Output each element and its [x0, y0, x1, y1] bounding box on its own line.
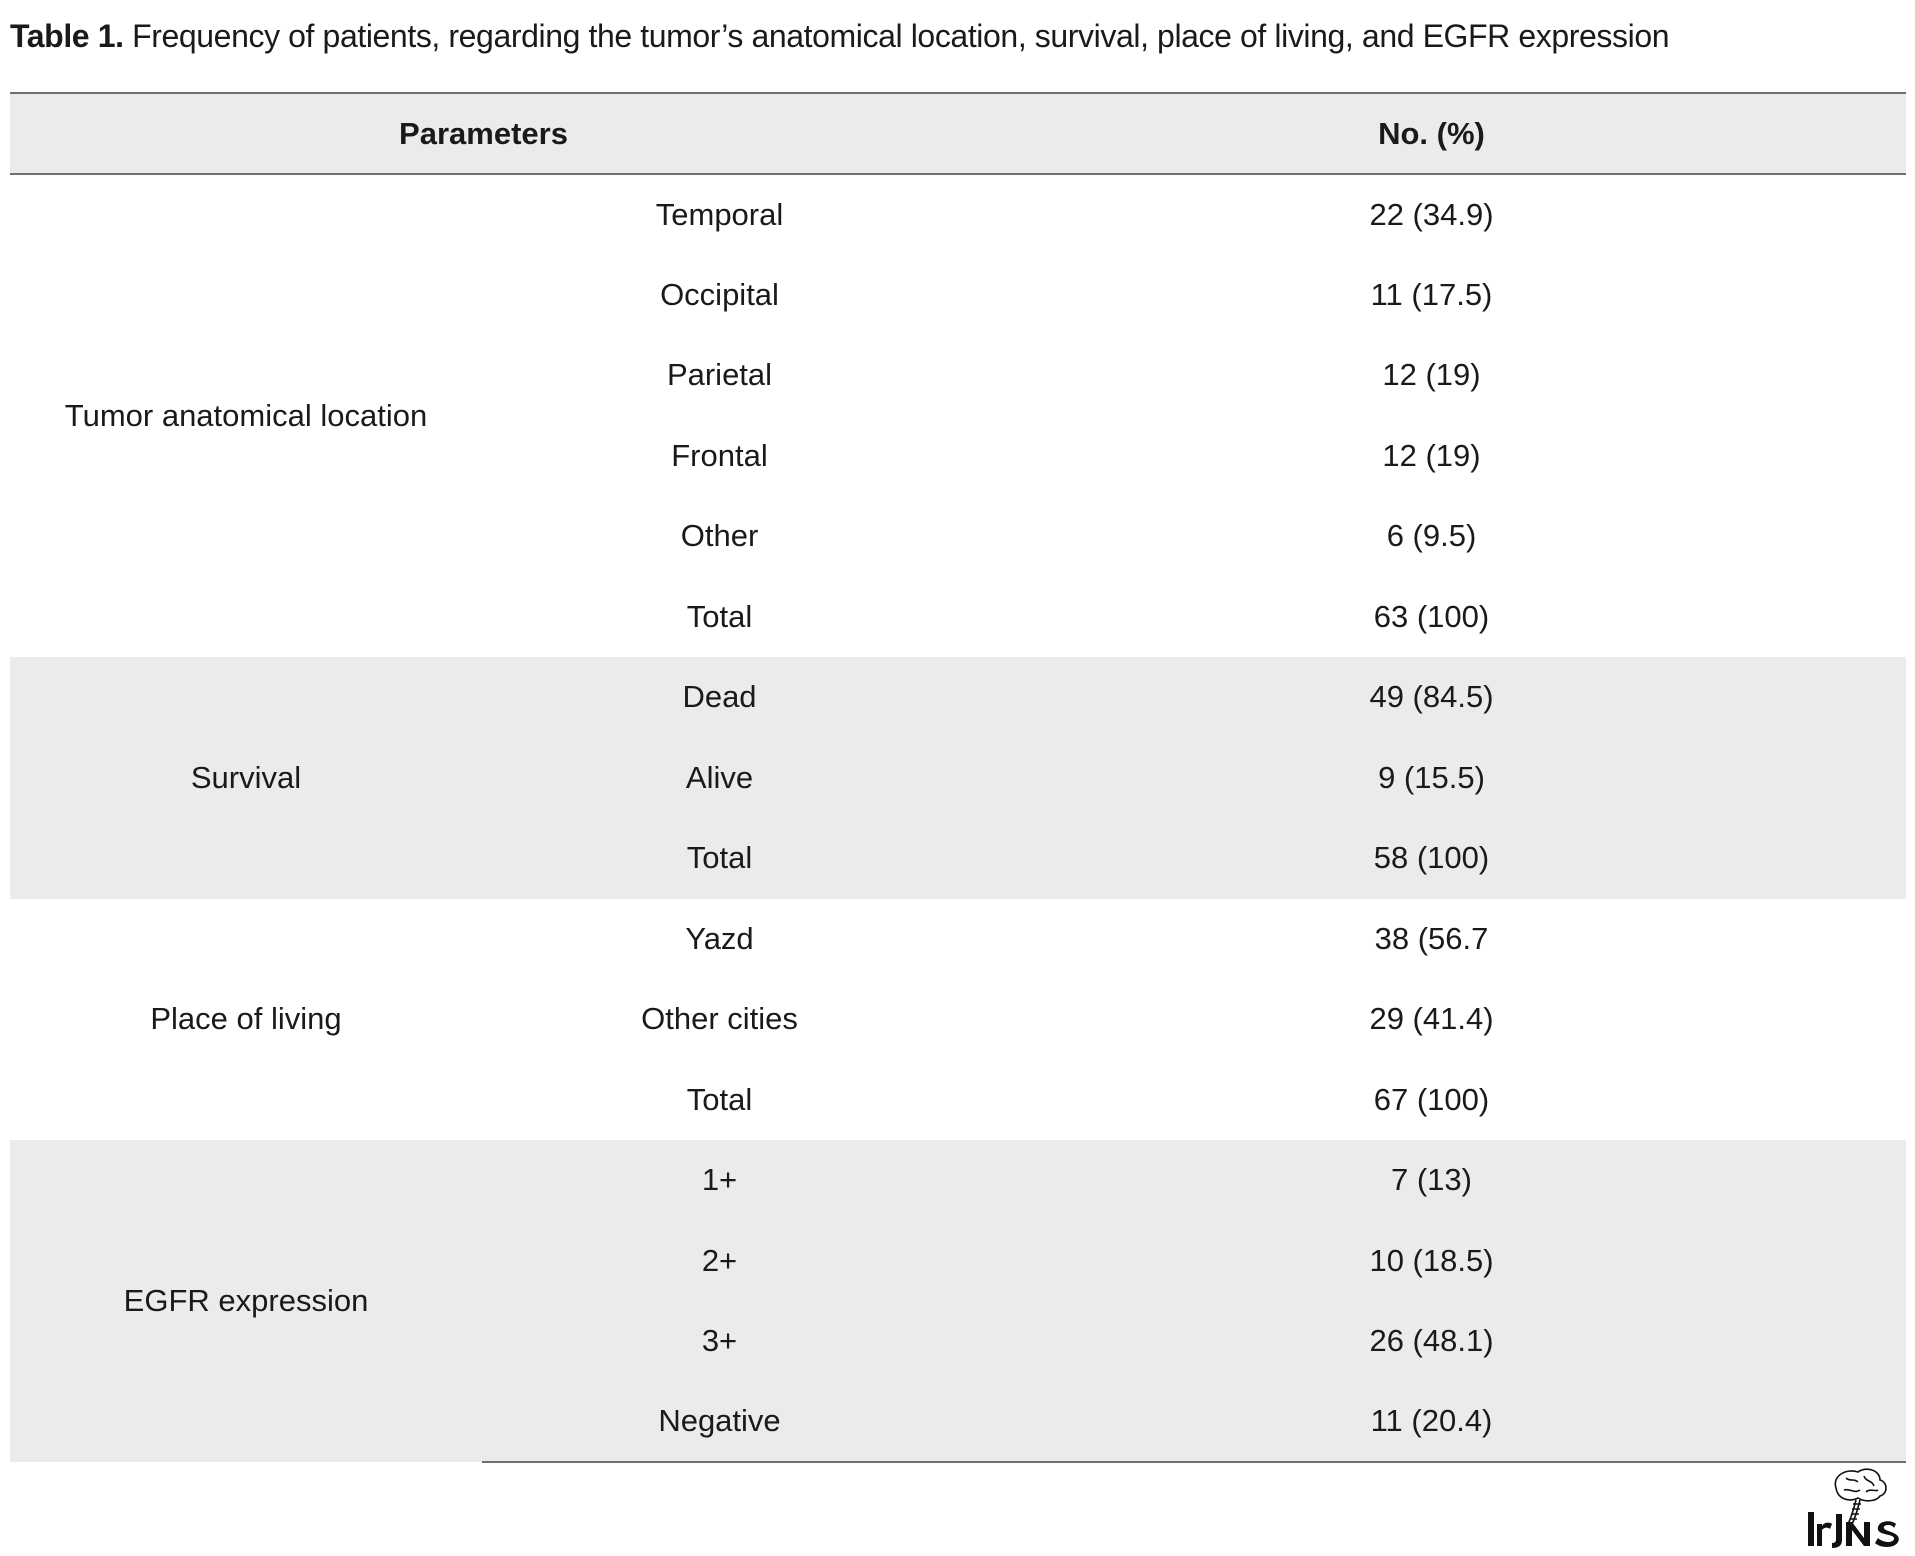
row-value: 38 (56.7 [1374, 920, 1489, 956]
journal-logo-icon [1806, 1466, 1906, 1550]
row-item: 2+ [482, 1221, 957, 1302]
row-item: 3+ [482, 1301, 957, 1382]
table-header-row [10, 93, 1906, 174]
row-value: 6 (9.5) [1386, 518, 1477, 554]
table-row [10, 1140, 1906, 1221]
row-value: 67 (100) [1373, 1081, 1490, 1117]
row-value: 9 (15.5) [957, 738, 1906, 819]
row-value: 63 (100) [1373, 598, 1490, 634]
row-item: Parietal [666, 357, 773, 393]
group-label-survival: Survival [10, 657, 482, 899]
row-item: Total [686, 598, 753, 634]
row-value: 29 (41.4) [1369, 1001, 1494, 1037]
row-value: 49 (84.5) [957, 657, 1906, 738]
table-row [10, 899, 1906, 980]
row-value: 58 (100) [957, 818, 1906, 899]
row-value: 7 (13) [957, 1140, 1906, 1221]
frequency-table [10, 92, 1906, 1463]
row-item: 1+ [482, 1140, 957, 1221]
row-item: Other cities [641, 1001, 798, 1037]
caption-label: Table 1. [10, 18, 124, 54]
table-row [10, 174, 1906, 255]
row-item: Total [686, 1081, 753, 1117]
row-value: 22 (34.9) [1369, 196, 1494, 232]
row-value: 10 (18.5) [957, 1221, 1906, 1302]
row-value: 11 (20.4) [957, 1382, 1906, 1463]
header-value: No. (%) [957, 93, 1906, 174]
row-item: Alive [482, 738, 957, 819]
row-value: 11 (17.5) [1370, 276, 1493, 312]
row-item: Frontal [671, 437, 768, 473]
table-row [10, 657, 1906, 738]
row-value: 12 (19) [1382, 357, 1481, 393]
row-value: 26 (48.1) [957, 1301, 1906, 1382]
row-item: Total [482, 818, 957, 899]
row-item: Dead [482, 657, 957, 738]
row-item: Yazd [685, 920, 754, 956]
row-item: Temporal [655, 196, 784, 232]
row-value: 12 (19) [1382, 437, 1481, 473]
caption-text: Frequency of patients, regarding the tumor’s anatomical location, survival, place of living, and EGFR expression [123, 18, 1670, 54]
group-label-tumor-location: Tumor anatomical location [64, 398, 428, 433]
table-caption [10, 16, 1669, 56]
group-label-place-of-living: Place of living [150, 1001, 342, 1037]
header-parameters: Parameters [10, 93, 957, 174]
row-item: Other [680, 518, 759, 554]
row-item: Negative [482, 1382, 957, 1463]
data-table-container [10, 92, 1906, 1463]
row-item: Occipital [660, 276, 779, 312]
group-label-egfr: EGFR expression [10, 1140, 482, 1462]
